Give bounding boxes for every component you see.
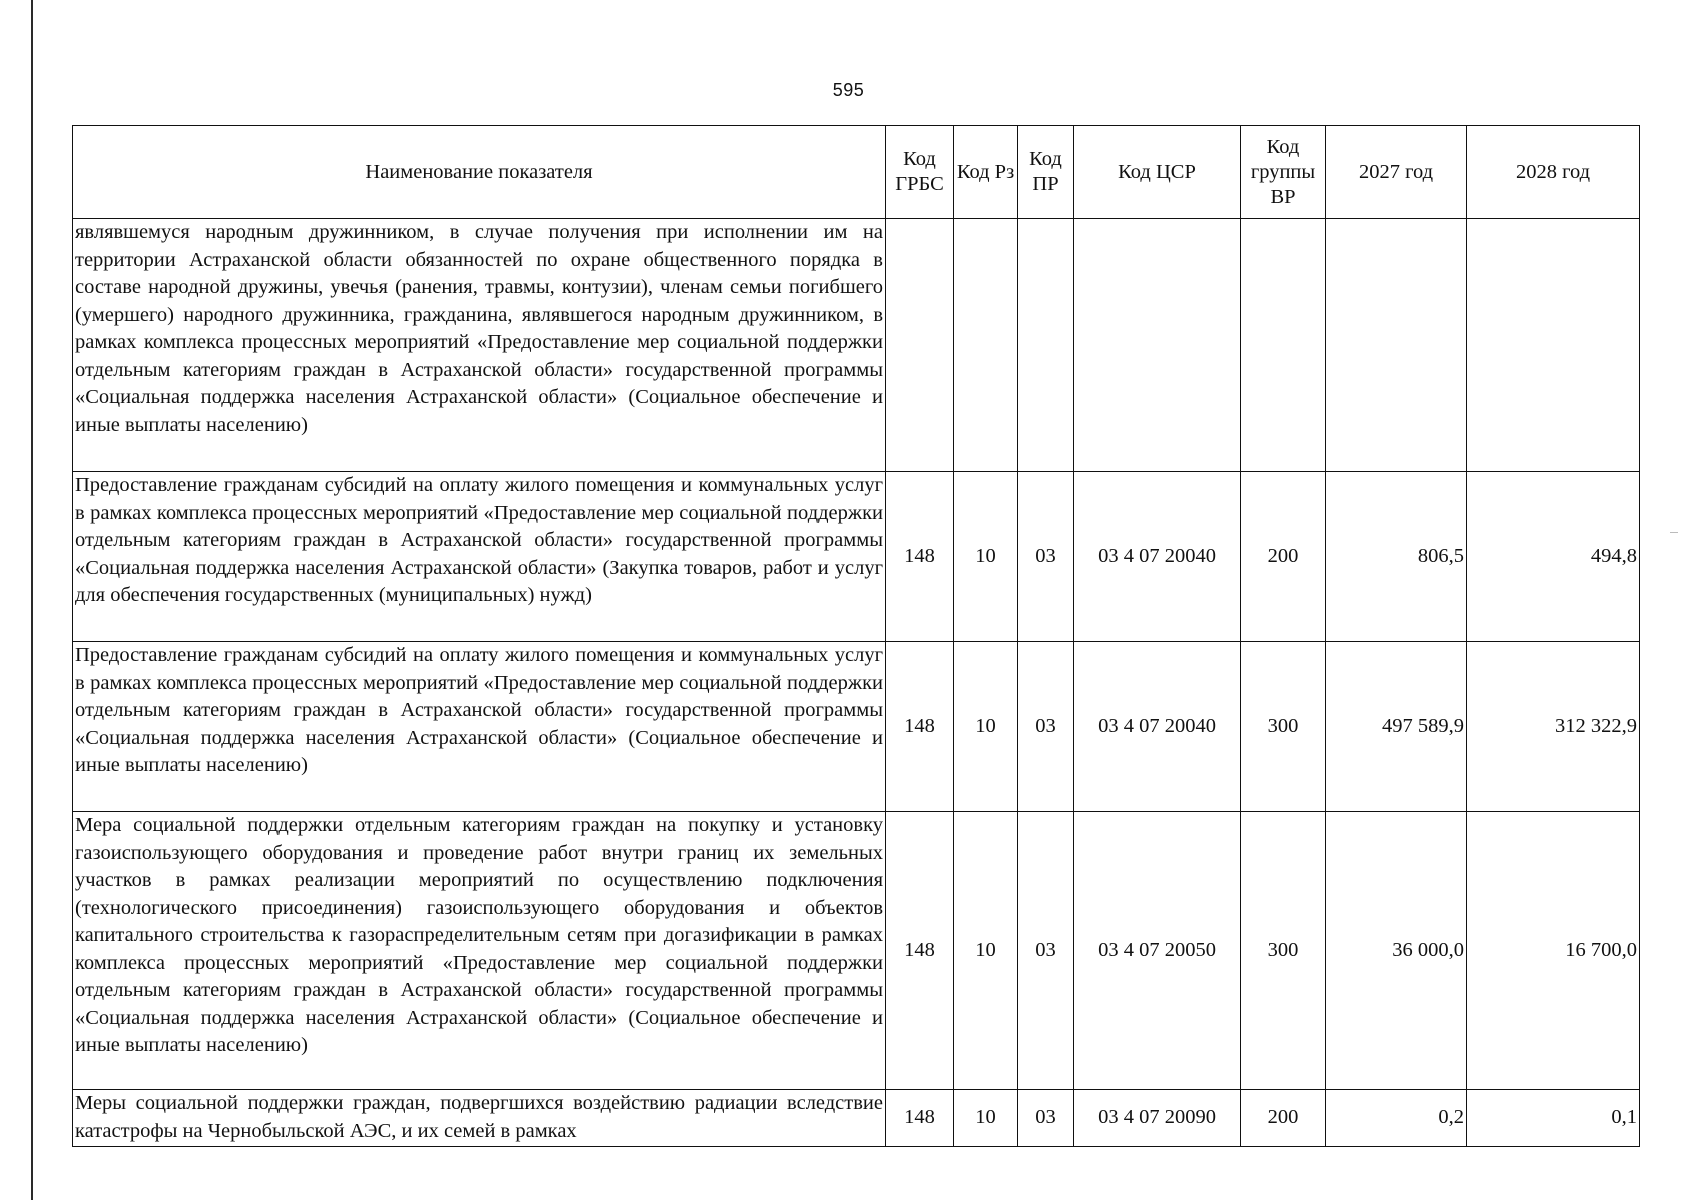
- table-row: [73, 472, 1640, 642]
- row-pr: [1018, 219, 1074, 472]
- header-csr: Код ЦСР: [1074, 126, 1241, 219]
- row-rz: 10: [954, 812, 1018, 1090]
- row-csr: 03 4 07 20090: [1074, 1090, 1241, 1147]
- row-rz: 10: [954, 642, 1018, 812]
- row-name: Предоставление гражданам субсидий на оплату жилого помещения и коммунальных услуг в рамках комплекса процессных мероприятий «Предоставление мер социальной поддержки отдельным категориям граждан в Астраханской области» государственной программы «Социальная поддержка населения Астраханской области» (Социальное обеспечение и иные выплаты населению): [73, 642, 886, 812]
- row-amount-2027: 36 000,0: [1326, 812, 1467, 1090]
- row-grbs: [886, 219, 954, 472]
- row-name: Предоставление гражданам субсидий на оплату жилого помещения и коммунальных услуг в рамках комплекса процессных мероприятий «Предоставление мер социальной поддержки отдельным категориям граждан в Астраханской области» государственной программы «Социальная поддержка населения Астраханской области» (Закупка товаров, работ и услуг для обеспечения государственных (муниципальных) нужд): [73, 472, 886, 642]
- row-rz: [954, 219, 1018, 472]
- row-grbs: 148: [886, 642, 954, 812]
- row-amount-2027: 806,5: [1326, 472, 1467, 642]
- row-amount-2028: 0,1: [1467, 1090, 1640, 1147]
- row-name-cell: [73, 1090, 886, 1147]
- row-amount-2027: 0,2: [1326, 1090, 1467, 1147]
- table-header-row: [73, 126, 1640, 219]
- row-vr: [1241, 219, 1326, 472]
- table-row: [73, 219, 1640, 472]
- row-name: являвшемуся народным дружинником, в случае получения при исполнении им на территории Астраханской области обязанностей по охране общественного порядка в составе народной дружины, увечья (ранения, травмы, контузии), членам семьи погибшего (умершего) народного дружинника, гражданина, являвшегося народным дружинником, в рамках комплекса процессных мероприятий «Предоставление мер социальной поддержки отдельным категориям граждан в Астраханской области» государственной программы «Социальная поддержка населения Астраханской области» (Социальное обеспечение и иные выплаты населению): [73, 219, 886, 472]
- row-pr: 03: [1018, 472, 1074, 642]
- header-grbs: Код ГРБС: [886, 126, 954, 219]
- left-margin-line: [31, 0, 33, 1200]
- header-name: Наименование показателя: [73, 126, 886, 219]
- row-vr: 300: [1241, 812, 1326, 1090]
- row-vr: 200: [1241, 472, 1326, 642]
- row-grbs: 148: [886, 472, 954, 642]
- budget-table: [72, 125, 1640, 1147]
- row-csr: 03 4 07 20050: [1074, 812, 1241, 1090]
- row-vr: 300: [1241, 642, 1326, 812]
- row-csr: [1074, 219, 1241, 472]
- row-amount-2027: 497 589,9: [1326, 642, 1467, 812]
- row-grbs: 148: [886, 812, 954, 1090]
- row-name: Меры социальной поддержки граждан, подвергшихся воздействию радиации вследствие катастрофы на Чернобыльской АЭС, и их семей в рамках: [75, 1092, 883, 1142]
- row-csr: 03 4 07 20040: [1074, 642, 1241, 812]
- table-row: [73, 642, 1640, 812]
- header-2028: 2028 год: [1467, 126, 1640, 219]
- row-pr: 03: [1018, 1090, 1074, 1147]
- row-amount-2028: 16 700,0: [1467, 812, 1640, 1090]
- scan-edge-mark: [1670, 532, 1678, 533]
- row-pr: 03: [1018, 812, 1074, 1090]
- row-grbs: 148: [886, 1090, 954, 1147]
- row-rz: 10: [954, 1090, 1018, 1147]
- row-rz: 10: [954, 472, 1018, 642]
- table-row: [73, 1090, 1640, 1147]
- row-csr: 03 4 07 20040: [1074, 472, 1241, 642]
- header-vr: Код группы ВР: [1241, 126, 1326, 219]
- row-name: Мера социальной поддержки отдельным категориям граждан на покупку и установку газоиспользующего оборудования и проведение работ внутри границ их земельных участков в рамках реализации мероприятий по осуществлению подключения (технологического присоединения) газоиспользующего оборудования и объектов капитального строительства к газораспределительным сетям при догазификации в рамках комплекса процессных мероприятий «Предоставление мер социальной поддержки отдельным категориям граждан в Астраханской области» государственной программы «Социальная поддержка населения Астраханской области» (Социальное обеспечение и иные выплаты населению): [73, 812, 886, 1090]
- row-amount-2028: 312 322,9: [1467, 642, 1640, 812]
- row-pr: 03: [1018, 642, 1074, 812]
- header-2027: 2027 год: [1326, 126, 1467, 219]
- header-rz: Код Рз: [954, 126, 1018, 219]
- row-amount-2027: [1326, 219, 1467, 472]
- header-pr: Код ПР: [1018, 126, 1074, 219]
- table-row: [73, 812, 1640, 1090]
- page-number: 595: [832, 80, 865, 100]
- row-amount-2028: [1467, 219, 1640, 472]
- row-amount-2028: 494,8: [1467, 472, 1640, 642]
- row-vr: 200: [1241, 1090, 1326, 1147]
